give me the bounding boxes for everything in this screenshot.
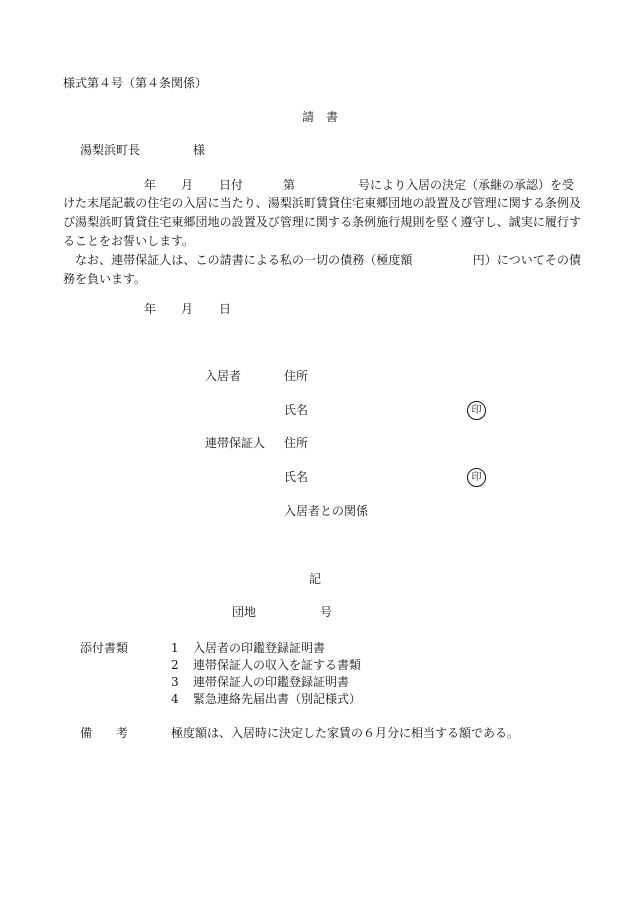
guarantor-name-label: 氏名 — [284, 470, 309, 484]
addressee-name: 湯梨浜町長 — [80, 143, 141, 157]
guarantor-relation-label: 入居者との関係 — [284, 504, 369, 518]
body-paragraph-2: なお、連帯保証人は、この請書による私の一切の債務（極度額 円）についてその債務を負います。 — [63, 253, 581, 286]
guarantor-seal-mark: 印 — [467, 468, 486, 487]
sign-day-label: 日 — [219, 302, 232, 316]
intro-year-label: 年 — [144, 178, 157, 192]
intro-number-suffix: 号により入居の決定（承継の承認）を受 — [358, 178, 575, 192]
resident-address-label: 住所 — [284, 369, 309, 383]
sign-month-label: 月 — [181, 302, 194, 316]
attachment-number: 4 — [171, 692, 179, 706]
body-text — [63, 194, 581, 289]
attachment-text: 入居者の印鑑登録証明書 — [193, 641, 326, 655]
body-paragraph-1: けた末尾記載の住宅の入居に当たり、湯梨浜町賃貸住宅東郷団地の設置及び管理に関する条例及び湯梨浜町賃貸住宅東郷団地の設置及び管理に関する条例施行規則を堅く遵守し、誠実に履行することをお誓いします。 — [63, 196, 581, 248]
form-number: 様式第４号（第４条関係） — [63, 76, 208, 90]
resident-name-label: 氏名 — [284, 403, 309, 417]
attachment-text: 緊急連絡先届出書（別記様式） — [193, 692, 362, 706]
intro-day-label: 日付 — [219, 178, 244, 192]
guarantor-label: 連帯保証人 — [205, 436, 266, 450]
record-heading: 記 — [309, 572, 322, 586]
resident-label: 入居者 — [205, 369, 242, 383]
attachments-label: 添付書類 — [80, 641, 129, 655]
attachment-number: 1 — [171, 641, 179, 655]
remarks-text: 極度額は、入居時に決定した家賃の６月分に相当する額である。 — [171, 726, 520, 740]
addressee-honorific: 様 — [193, 143, 206, 157]
document-title: 請 書 — [302, 110, 339, 124]
sign-year-label: 年 — [144, 302, 157, 316]
intro-month-label: 月 — [181, 178, 194, 192]
guarantor-address-label: 住所 — [284, 436, 309, 450]
attachment-number: 2 — [171, 658, 179, 672]
remarks-label: 備 考 — [80, 726, 129, 740]
resident-seal-mark: 印 — [467, 401, 486, 420]
intro-number-prefix: 第 — [283, 178, 296, 192]
attachment-text: 連帯保証人の収入を証する書類 — [193, 658, 362, 672]
attachment-number: 3 — [171, 675, 179, 689]
complex-number-label: 号 — [320, 605, 333, 619]
attachment-text: 連帯保証人の印鑑登録証明書 — [193, 675, 350, 689]
complex-name-label: 団地 — [232, 605, 257, 619]
